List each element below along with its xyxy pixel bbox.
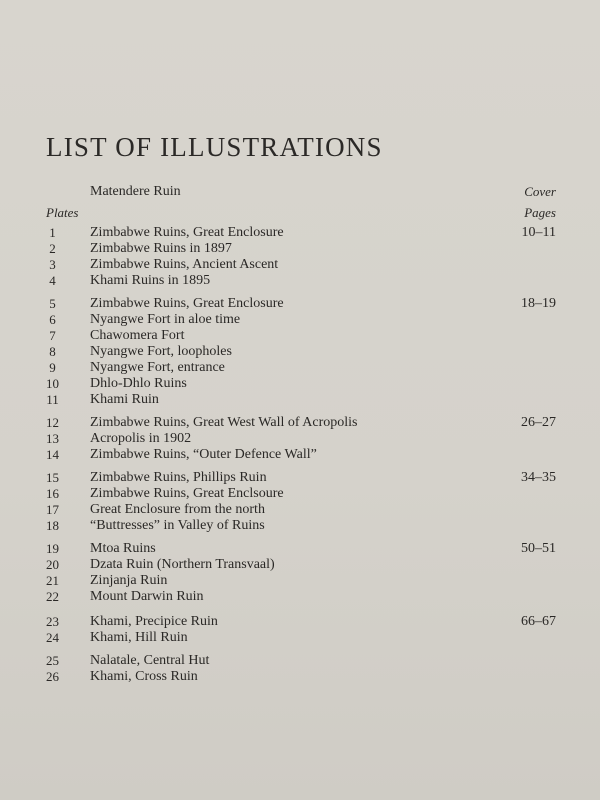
plate-row [0, 541, 600, 557]
plate-caption: Great Enclosure from the north [90, 502, 265, 517]
plate-caption: Khami, Precipice Ruin [90, 614, 218, 629]
plate-number: 14 [46, 447, 59, 462]
plates-column-header: Plates [46, 205, 79, 220]
plate-number: 1 [49, 225, 56, 240]
plate-row [0, 225, 600, 241]
plate-number: 7 [49, 328, 56, 343]
plate-caption: Zimbabwe Ruins, Great Enclosure [90, 296, 284, 311]
plate-caption: Dzata Ruin (Northern Transvaal) [90, 557, 275, 572]
plate-pages: 26–27 [521, 415, 556, 430]
plate-number: 4 [49, 273, 56, 288]
plate-number: 2 [49, 241, 56, 256]
column-headers [0, 205, 600, 223]
plate-caption: Chawomera Fort [90, 328, 185, 343]
plate-number: 21 [46, 573, 59, 588]
plate-number: 3 [49, 257, 56, 272]
plate-number: 25 [46, 653, 59, 668]
plate-row [0, 486, 600, 502]
plate-number: 22 [46, 589, 59, 604]
plate-row [0, 502, 600, 518]
plate-caption: Zimbabwe Ruins, Ancient Ascent [90, 257, 279, 272]
plate-row [0, 344, 600, 360]
plate-row [0, 376, 600, 392]
plate-caption: Acropolis in 1902 [90, 431, 192, 446]
plate-caption: Nyangwe Fort in aloe time [90, 312, 241, 327]
plate-caption: Nyangwe Fort, entrance [90, 360, 225, 375]
plate-row [0, 360, 600, 376]
plate-pages: 50–51 [521, 541, 556, 556]
plate-number: 8 [49, 344, 56, 359]
plate-caption: Khami Ruin [90, 392, 159, 407]
plate-row [0, 257, 600, 273]
plate-caption: Zimbabwe Ruins, Great West Wall of Acropolis [90, 415, 358, 430]
plate-pages: 66–67 [521, 614, 556, 629]
plate-caption: Khami, Cross Ruin [90, 669, 198, 684]
plate-number: 17 [46, 502, 59, 517]
plate-number: 13 [46, 431, 59, 446]
plate-caption: Mount Darwin Ruin [90, 589, 204, 604]
plate-caption: “Buttresses” in Valley of Ruins [90, 518, 265, 533]
plate-row [0, 573, 600, 589]
plate-number: 24 [46, 630, 59, 645]
plate-row [0, 630, 600, 646]
plate-caption: Zimbabwe Ruins, “Outer Defence Wall” [90, 447, 317, 462]
plate-number: 18 [46, 518, 59, 533]
plate-row [0, 589, 600, 605]
plate-number: 10 [46, 376, 59, 391]
plate-row [0, 518, 600, 534]
plate-number: 12 [46, 415, 59, 430]
plate-row [0, 392, 600, 408]
plate-caption: Zimbabwe Ruins in 1897 [90, 241, 232, 256]
plate-row [0, 447, 600, 463]
plate-number: 6 [49, 312, 56, 327]
plate-row [0, 328, 600, 344]
plate-number: 26 [46, 669, 59, 684]
cover-page-ref: Cover [524, 184, 556, 199]
plate-pages: 18–19 [521, 296, 556, 311]
plate-row [0, 296, 600, 312]
plate-row [0, 241, 600, 257]
plate-caption: Zimbabwe Ruins, Great Enclosure [90, 225, 284, 240]
plate-row [0, 557, 600, 573]
plate-row [0, 470, 600, 486]
plate-number: 9 [49, 360, 56, 375]
plate-caption: Khami, Hill Ruin [90, 630, 188, 645]
cover-row [0, 184, 600, 202]
plate-caption: Zinjanja Ruin [90, 573, 168, 588]
plate-caption: Zimbabwe Ruins, Phillips Ruin [90, 470, 267, 485]
plate-number: 20 [46, 557, 59, 572]
plate-caption: Dhlo-Dhlo Ruins [90, 376, 187, 391]
plate-row [0, 669, 600, 685]
pages-column-header: Pages [524, 205, 556, 220]
plate-number: 11 [46, 392, 59, 407]
plate-caption: Nalatale, Central Hut [90, 653, 210, 668]
plate-row [0, 415, 600, 431]
cover-caption: Matendere Ruin [90, 184, 181, 199]
plate-number: 15 [46, 470, 59, 485]
plate-row [0, 614, 600, 630]
plate-caption: Nyangwe Fort, loopholes [90, 344, 232, 359]
plate-row [0, 653, 600, 669]
plate-caption: Khami Ruins in 1895 [90, 273, 211, 288]
plate-row [0, 431, 600, 447]
plate-number: 5 [49, 296, 56, 311]
plate-number: 19 [46, 541, 59, 556]
plate-pages: 34–35 [521, 470, 556, 485]
plate-caption: Zimbabwe Ruins, Great Enclsoure [90, 486, 284, 501]
plate-pages: 10–11 [521, 225, 556, 240]
plate-number: 23 [46, 614, 59, 629]
page-title: LIST OF ILLUSTRATIONS [46, 132, 383, 162]
plate-row [0, 273, 600, 289]
plate-number: 16 [46, 486, 59, 501]
plate-row [0, 312, 600, 328]
plate-caption: Mtoa Ruins [90, 541, 156, 556]
